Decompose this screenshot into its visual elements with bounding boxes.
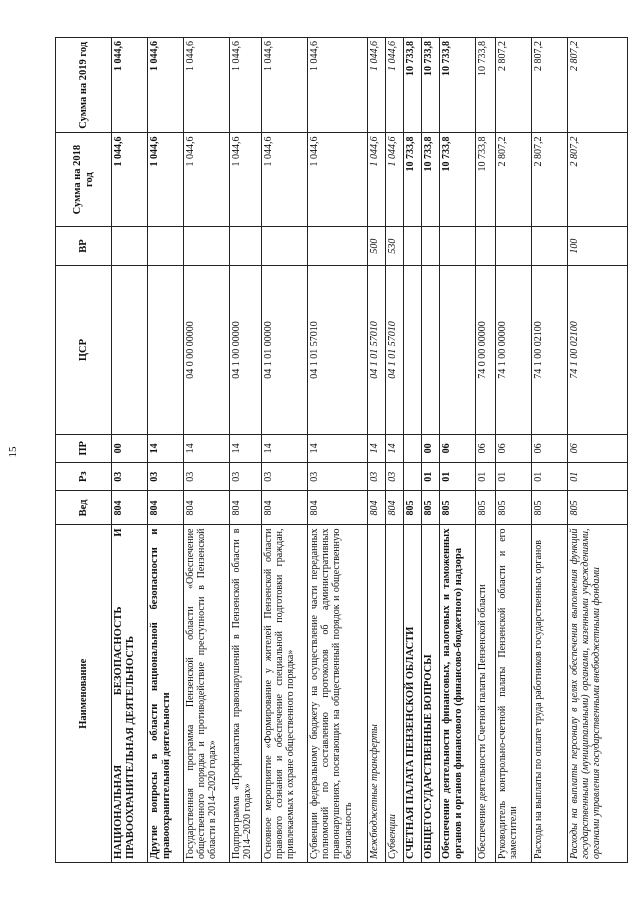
table-header-row xyxy=(56,38,112,863)
row-vr: 530 xyxy=(386,226,404,266)
row-vr xyxy=(262,226,308,266)
row-ved: 805 xyxy=(422,491,440,525)
row-sum-2018: 1 044,6 xyxy=(386,133,404,226)
table-row xyxy=(368,38,386,863)
row-pr: 06 xyxy=(568,434,628,462)
row-name: Руководитель контрольно-счетной палаты Пензенской области и его заместители xyxy=(496,525,532,863)
row-ved: 804 xyxy=(262,491,308,525)
row-name: Межбюджетные трансферты xyxy=(368,525,386,863)
row-vr xyxy=(422,226,440,266)
row-sum-2018: 1 044,6 xyxy=(262,133,308,226)
table-row xyxy=(262,38,308,863)
row-pr: 14 xyxy=(368,434,386,462)
row-sum-2018: 2 807,2 xyxy=(496,133,532,226)
header-sum-2019: Сумма на 2019 год xyxy=(56,38,112,134)
row-csr: 04 0 00 00000 xyxy=(184,266,230,434)
row-vr: 500 xyxy=(368,226,386,266)
row-sum-2019: 10 733,8 xyxy=(404,38,422,134)
row-name: Субвенции xyxy=(386,525,404,863)
row-pr: 14 xyxy=(386,434,404,462)
row-sum-2019: 2 807,2 xyxy=(532,38,568,134)
row-name: Расходы на выплаты персоналу в целях обеспечения выполнения функций государственными (муниципальными) органами, казенными учреждениями, органами управления государственными внебюджетными фондами xyxy=(568,525,628,863)
header-sum-2018: Сумма на 2018 год xyxy=(56,133,112,226)
row-name: Подпрограмма «Профилактика правонарушений в Пензенской области в 2014–2020 годах» xyxy=(230,525,262,863)
row-name: Обеспечение деятельности Счетной палаты Пензенской области xyxy=(476,525,496,863)
row-sum-2019: 2 807,2 xyxy=(568,38,628,134)
row-rz: 01 xyxy=(440,463,476,491)
row-pr: 00 xyxy=(112,434,148,462)
row-csr: 74 1 00 02100 xyxy=(532,266,568,434)
table-row xyxy=(532,38,568,863)
row-ved: 804 xyxy=(148,491,184,525)
row-pr: 14 xyxy=(230,434,262,462)
row-vr xyxy=(496,226,532,266)
row-vr xyxy=(440,226,476,266)
row-csr: 74 1 00 00000 xyxy=(496,266,532,434)
row-ved: 804 xyxy=(386,491,404,525)
row-ved: 805 xyxy=(404,491,422,525)
row-vr xyxy=(532,226,568,266)
row-sum-2018: 1 044,6 xyxy=(184,133,230,226)
page-number: 15 xyxy=(7,446,19,458)
row-sum-2018: 2 807,2 xyxy=(568,133,628,226)
row-sum-2019: 1 044,6 xyxy=(148,38,184,134)
row-rz: 03 xyxy=(386,463,404,491)
row-name: Другие вопросы в области национальной безопасности и правоохранительной деятельности xyxy=(148,525,184,863)
row-sum-2018: 1 044,6 xyxy=(148,133,184,226)
row-sum-2018: 1 044,6 xyxy=(368,133,386,226)
row-rz: 03 xyxy=(308,463,368,491)
row-pr: 06 xyxy=(440,434,476,462)
row-name: СЧЕТНАЯ ПАЛАТА ПЕНЗЕНСКОЙ ОБЛАСТИ xyxy=(404,525,422,863)
row-sum-2019: 10 733,8 xyxy=(476,38,496,134)
table-row xyxy=(568,38,628,863)
row-ved: 804 xyxy=(184,491,230,525)
table-row xyxy=(386,38,404,863)
row-name: ОБЩЕГОСУДАРСТВЕННЫЕ ВОПРОСЫ xyxy=(422,525,440,863)
row-ved: 805 xyxy=(496,491,532,525)
row-rz: 03 xyxy=(230,463,262,491)
row-sum-2018: 2 807,2 xyxy=(532,133,568,226)
table-row xyxy=(422,38,440,863)
row-csr: 74 1 00 02100 xyxy=(568,266,628,434)
table-row xyxy=(496,38,532,863)
row-pr: 06 xyxy=(476,434,496,462)
row-csr: 04 1 01 57010 xyxy=(308,266,368,434)
table-row xyxy=(308,38,368,863)
row-ved: 804 xyxy=(308,491,368,525)
row-csr xyxy=(404,266,422,434)
table-row xyxy=(404,38,422,863)
header-vr: ВР xyxy=(56,226,112,266)
row-csr xyxy=(422,266,440,434)
row-sum-2019: 1 044,6 xyxy=(308,38,368,134)
row-pr: 06 xyxy=(532,434,568,462)
row-csr: 04 1 01 00000 xyxy=(262,266,308,434)
row-csr: 74 0 00 00000 xyxy=(476,266,496,434)
row-sum-2019: 10 733,8 xyxy=(422,38,440,134)
row-name: Государственная программа Пензенской области «Обеспечение общественного порядка и противодействие преступности в Пензенской области в 2014–2020 годах» xyxy=(184,525,230,863)
row-vr xyxy=(148,226,184,266)
row-rz: 03 xyxy=(262,463,308,491)
row-pr: 14 xyxy=(262,434,308,462)
row-rz: 03 xyxy=(112,463,148,491)
row-pr: 06 xyxy=(496,434,532,462)
header-csr: ЦСР xyxy=(56,266,112,434)
row-vr xyxy=(404,226,422,266)
row-rz: 01 xyxy=(568,463,628,491)
row-name: Основное мероприятие «Формирование у жителей Пензенской области правового сознания и обеспечение специальной подготовки граждан, привлекаемых к охране общественного порядка» xyxy=(262,525,308,863)
table-row xyxy=(112,38,148,863)
table-row xyxy=(440,38,476,863)
row-rz: 01 xyxy=(532,463,568,491)
row-rz xyxy=(404,463,422,491)
header-rz: Рз xyxy=(56,463,112,491)
row-sum-2018: 10 733,8 xyxy=(404,133,422,226)
budget-table xyxy=(55,37,628,863)
row-pr: 14 xyxy=(148,434,184,462)
row-pr: 14 xyxy=(184,434,230,462)
row-csr xyxy=(440,266,476,434)
row-rz: 03 xyxy=(148,463,184,491)
row-ved: 805 xyxy=(532,491,568,525)
row-ved: 805 xyxy=(440,491,476,525)
row-vr xyxy=(476,226,496,266)
row-csr: 04 1 00 00000 xyxy=(230,266,262,434)
row-sum-2019: 1 044,6 xyxy=(262,38,308,134)
row-rz: 01 xyxy=(422,463,440,491)
row-ved: 804 xyxy=(112,491,148,525)
row-sum-2019: 2 807,2 xyxy=(496,38,532,134)
row-csr xyxy=(112,266,148,434)
row-vr: 100 xyxy=(568,226,628,266)
row-sum-2019: 1 044,6 xyxy=(184,38,230,134)
row-vr xyxy=(184,226,230,266)
row-pr xyxy=(404,434,422,462)
header-ved: Вед xyxy=(56,491,112,525)
row-name: Субвенции федеральному бюджету на осуществление части переданных полномочий по составлению протоколов об административных правонарушениях, посягающих на общественный порядок и общественную безопасность xyxy=(308,525,368,863)
row-pr: 14 xyxy=(308,434,368,462)
table-row xyxy=(476,38,496,863)
row-sum-2018: 10 733,8 xyxy=(476,133,496,226)
row-vr xyxy=(230,226,262,266)
row-rz: 01 xyxy=(476,463,496,491)
row-pr: 00 xyxy=(422,434,440,462)
row-sum-2018: 1 044,6 xyxy=(112,133,148,226)
row-csr: 04 1 01 57010 xyxy=(386,266,404,434)
row-sum-2019: 1 044,6 xyxy=(112,38,148,134)
row-rz: 03 xyxy=(184,463,230,491)
header-name: Наименование xyxy=(56,525,112,863)
row-ved: 804 xyxy=(230,491,262,525)
row-rz: 03 xyxy=(368,463,386,491)
row-ved: 805 xyxy=(476,491,496,525)
row-sum-2018: 10 733,8 xyxy=(440,133,476,226)
row-sum-2019: 1 044,6 xyxy=(368,38,386,134)
row-csr: 04 1 01 57010 xyxy=(368,266,386,434)
row-ved: 804 xyxy=(368,491,386,525)
rotated-budget-table-wrapper xyxy=(55,37,615,863)
row-vr xyxy=(308,226,368,266)
row-rz: 01 xyxy=(496,463,532,491)
row-sum-2018: 1 044,6 xyxy=(308,133,368,226)
table-row xyxy=(148,38,184,863)
header-pr: ПР xyxy=(56,434,112,462)
table-row xyxy=(230,38,262,863)
row-vr xyxy=(112,226,148,266)
row-sum-2019: 1 044,6 xyxy=(386,38,404,134)
row-sum-2019: 10 733,8 xyxy=(440,38,476,134)
row-csr xyxy=(148,266,184,434)
row-name: Расходы на выплаты по оплате труда работников государственных органов xyxy=(532,525,568,863)
row-ved: 805 xyxy=(568,491,628,525)
row-name: НАЦИОНАЛЬНАЯ БЕЗОПАСНОСТЬ И ПРАВООХРАНИТЕЛЬНАЯ ДЕЯТЕЛЬНОСТЬ xyxy=(112,525,148,863)
row-sum-2019: 1 044,6 xyxy=(230,38,262,134)
table-row xyxy=(184,38,230,863)
row-sum-2018: 10 733,8 xyxy=(422,133,440,226)
row-sum-2018: 1 044,6 xyxy=(230,133,262,226)
row-name: Обеспечение деятельности финансовых, налоговых и таможенных органов и органов финансового (финансово-бюджетного) надзора xyxy=(440,525,476,863)
